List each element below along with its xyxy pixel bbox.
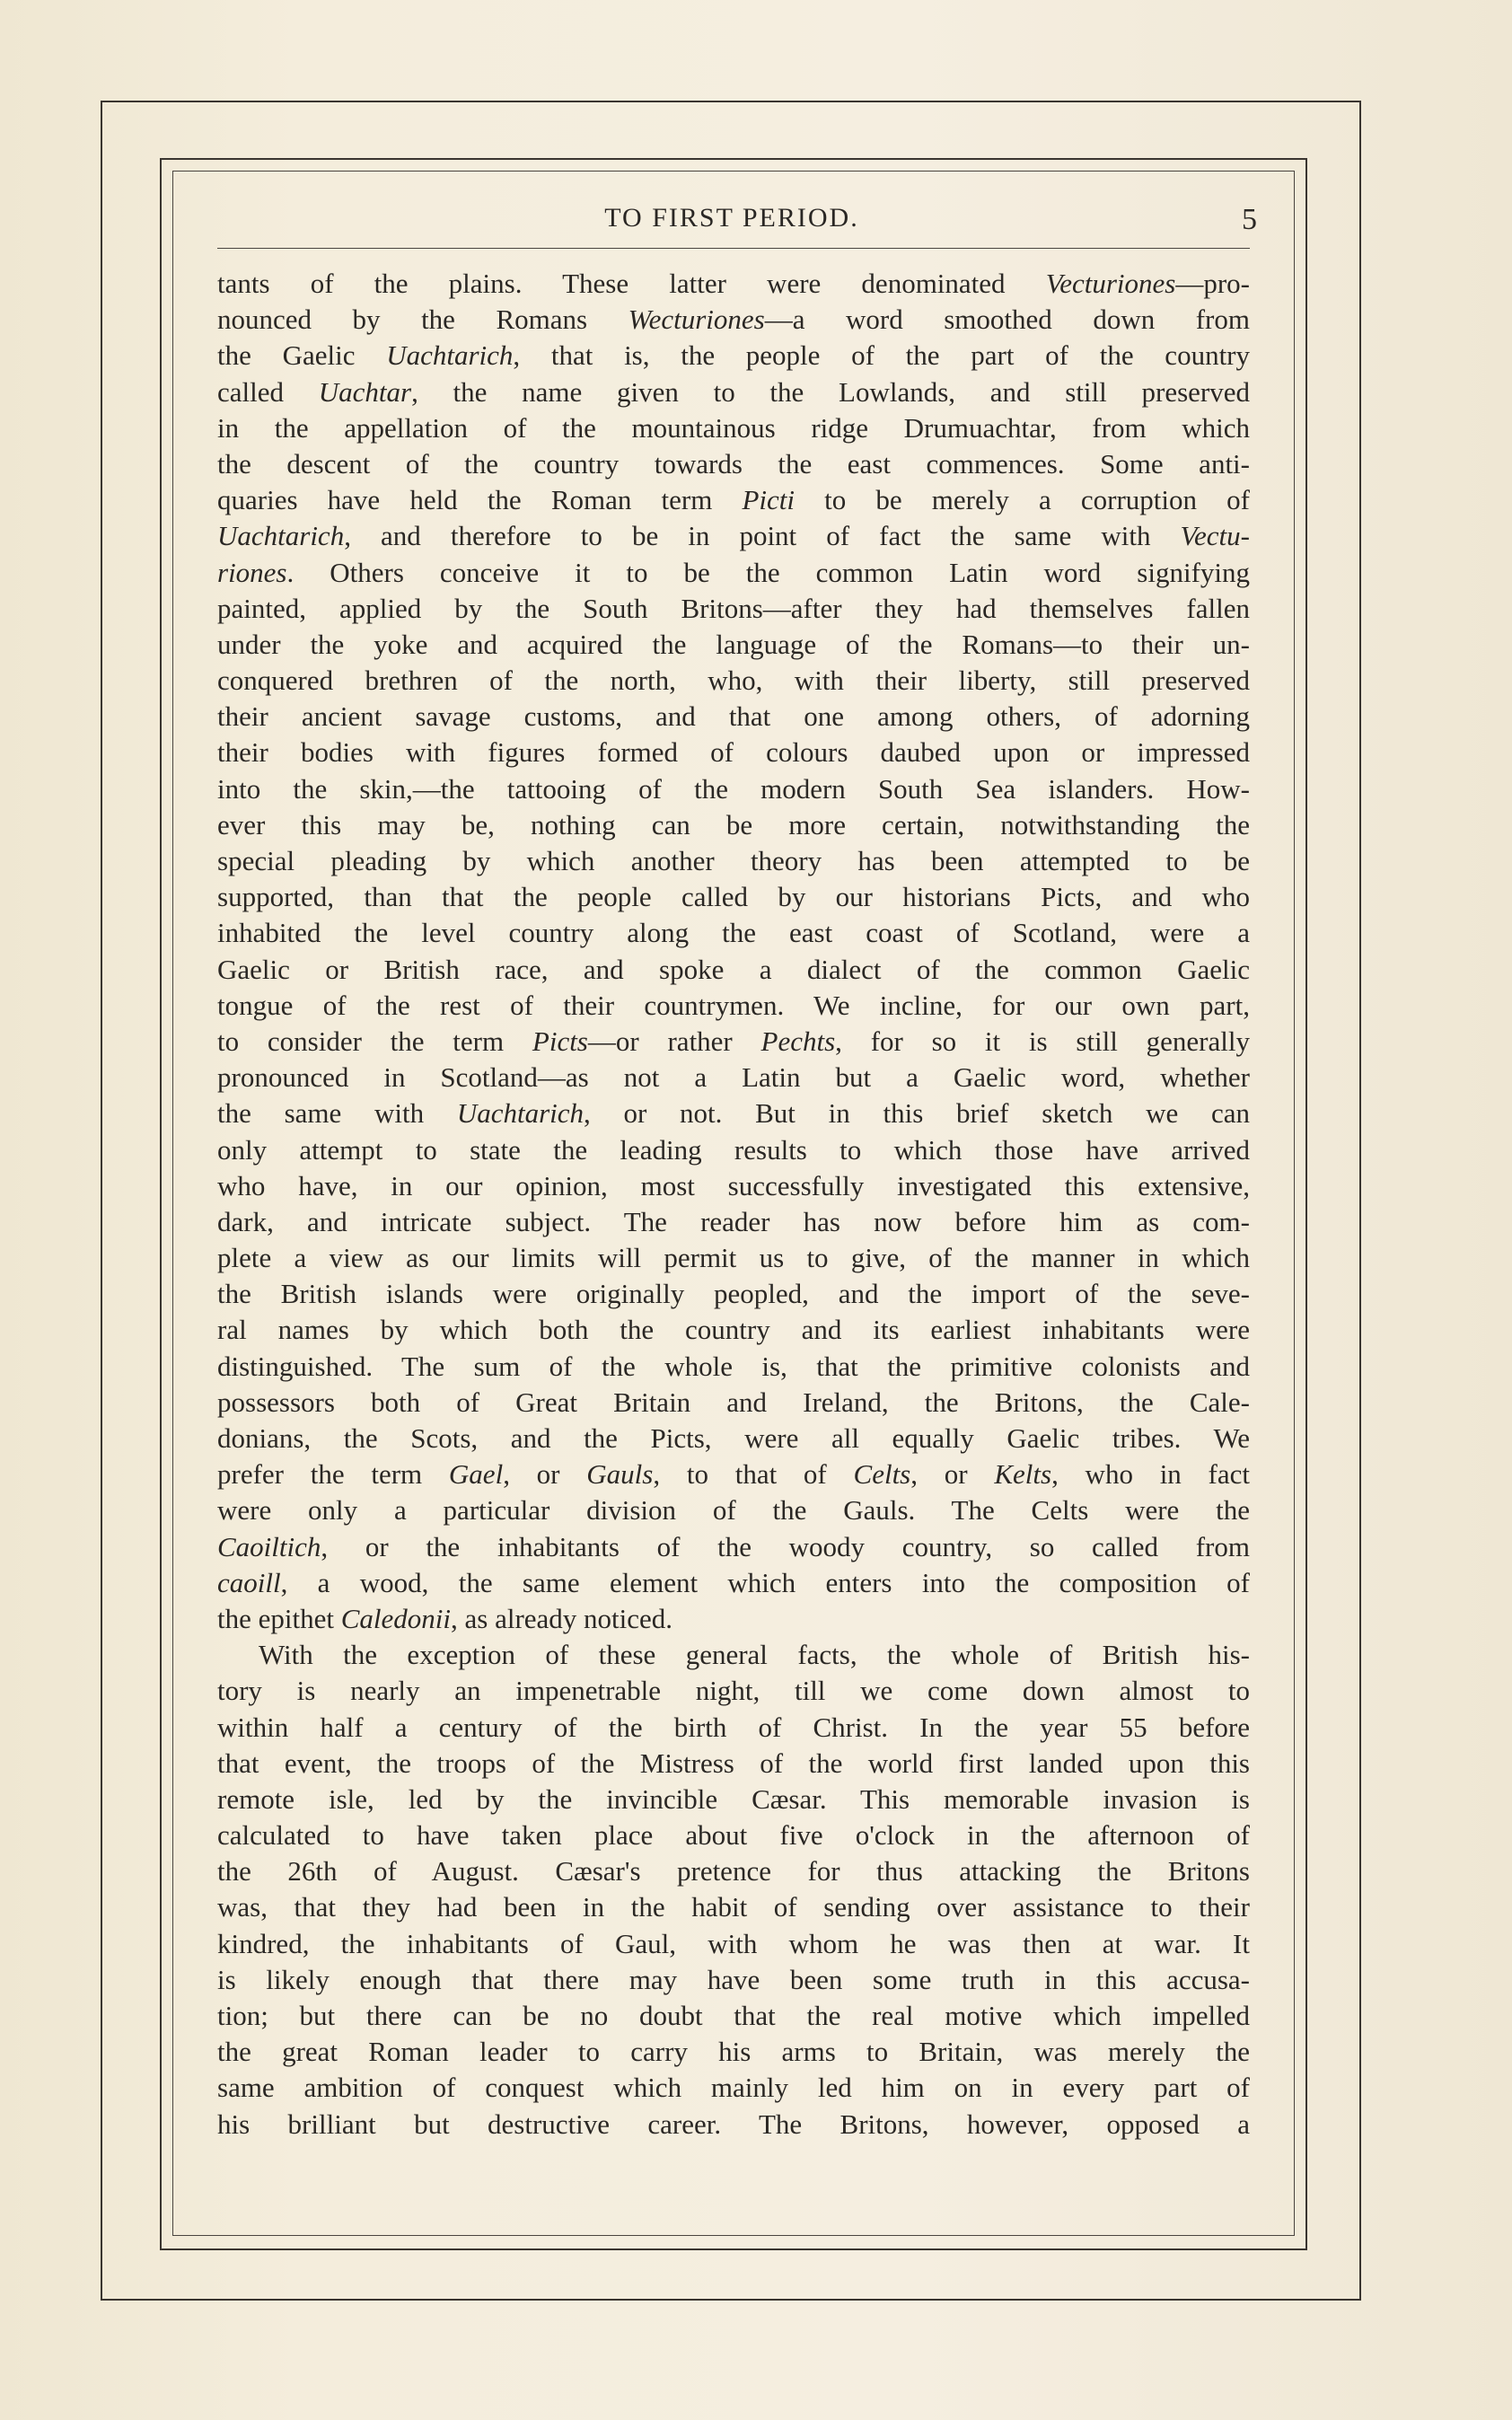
body-text (217, 266, 1250, 2143)
text-line: possessors both of Great Britain and Ireland, the Britons, the Cale- (217, 1386, 1250, 1418)
text-line: With the exception of these general facts, the whole of British his- (259, 1639, 1250, 1671)
text-line: the Gaelic Uachtarich, that is, the people of the part of the country (217, 339, 1251, 372)
text-line: the British islands were originally peopled, and the import of the seve- (217, 1278, 1250, 1310)
text-line: tory is nearly an impenetrable night, till we come down almost to (217, 1675, 1250, 1707)
text-line: to consider the term Picts—or rather Pechts, for so it is still generally (217, 1025, 1250, 1057)
header-rule (217, 248, 1250, 249)
text-line: distinguished. The sum of the whole is, that the primitive colonists and (217, 1350, 1250, 1382)
text-line: his brilliant but destructive career. The Britons, however, opposed a (217, 2108, 1250, 2140)
text-line: in the appellation of the mountainous ridge Drumuachtar, from which (217, 411, 1250, 444)
text-line: tion; but there can be no doubt that the real motive which impelled (217, 2000, 1250, 2031)
text-line: special pleading by which another theory has been attempted to be (217, 845, 1250, 876)
text-line: dark, and intricate subject. The reader has now before him as com- (217, 1205, 1250, 1237)
text-line: riones. Others conceive it to be the common Latin word signifying (217, 556, 1250, 588)
text-line: supported, than that the people called by our historians Picts, and who (217, 881, 1250, 913)
text-line: into the skin,—the tattooing of the modern South Sea islanders. How- (217, 772, 1250, 805)
text-line: Uachtarich, and therefore to be in point of fact the same with Vectu- (217, 520, 1250, 552)
text-line: remote isle, led by the invincible Cæsar. This memorable invasion is (217, 1782, 1250, 1815)
text-line: who have, in our opinion, most successfully investigated this extensive, (217, 1169, 1250, 1201)
text-line: Caoiltich, or the inhabitants of the woody country, so called from (217, 1530, 1250, 1562)
text-line: the descent of the country towards the east commences. Some anti- (217, 447, 1250, 480)
text-line: tants of the plains. These latter were denominated Vecturiones—pro- (217, 268, 1250, 299)
running-head (207, 203, 1257, 246)
text-line: called Uachtar, the name given to the Lowlands, and still preserved (217, 375, 1250, 408)
running-title: TO FIRST PERIOD. (604, 203, 859, 233)
text-line: their ancient savage customs, and that one among others, of adorning (217, 700, 1250, 733)
text-line: under the yoke and acquired the language of the Romans—to their un- (217, 628, 1250, 660)
text-line: same ambition of conquest which mainly led him on in every part of (217, 2072, 1250, 2104)
text-line: conquered brethren of the north, who, with their liberty, still preserved (217, 664, 1250, 697)
text-line: caoill, a wood, the same element which enters into the composition of (217, 1566, 1250, 1598)
text-line: only attempt to state the leading results to which those have arrived (217, 1133, 1250, 1166)
text-line: was, that they had been in the habit of sending over assistance to their (217, 1891, 1250, 1923)
text-line: quaries have held the Roman term Picti to be merely a corruption of (217, 484, 1250, 516)
text-line: ever this may be, nothing can be more certain, notwithstanding the (217, 808, 1250, 840)
text-line: painted, applied by the South Britons—after they had themselves fallen (217, 592, 1250, 624)
text-line: nounced by the Romans Wecturiones—a word smoothed down from (217, 304, 1250, 336)
text-line: pronounced in Scotland—as not a Latin but a Gaelic word, whether (217, 1061, 1250, 1094)
page-number: 5 (1242, 203, 1257, 236)
text-line: the 26th of August. Cæsar's pretence for thus attacking the Britons (217, 1855, 1250, 1888)
text-line: were only a particular division of the Gauls. The Celts were the (217, 1494, 1250, 1527)
text-line: kindred, the inhabitants of Gaul, with whom he was then at war. It (217, 1927, 1250, 1959)
text-line: plete a view as our limits will permit us to give, of the manner in which (217, 1242, 1250, 1274)
text-line: the same with Uachtarich, or not. But in this brief sketch we can (217, 1097, 1250, 1130)
text-line: prefer the term Gael, or Gauls, to that of Celts, or Kelts, who in fact (217, 1458, 1251, 1491)
text-line: the great Roman leader to carry his arms to Britain, was merely the (217, 2036, 1250, 2068)
text-line: the epithet Caledonii, as already noticed. (217, 1602, 673, 1634)
text-line: donians, the Scots, and the Picts, were all equally Gaelic tribes. We (217, 1422, 1250, 1454)
text-line: ral names by which both the country and its earliest inhabitants were (217, 1314, 1250, 1346)
text-line: Gaelic or British race, and spoke a dialect of the common Gaelic (217, 953, 1250, 985)
text-line: within half a century of the birth of Christ. In the year 55 before (217, 1711, 1250, 1743)
text-line: their bodies with figures formed of colours daubed upon or impressed (217, 736, 1250, 769)
text-line: is likely enough that there may have been some truth in this accusa- (217, 1963, 1250, 1995)
text-line: inhabited the level country along the east coast of Scotland, were a (217, 917, 1250, 949)
text-line: calculated to have taken place about five o'clock in the afternoon of (217, 1819, 1250, 1852)
text-line: that event, the troops of the Mistress of the world first landed upon this (217, 1747, 1250, 1779)
text-line: tongue of the rest of their countrymen. We incline, for our own part, (217, 989, 1250, 1021)
